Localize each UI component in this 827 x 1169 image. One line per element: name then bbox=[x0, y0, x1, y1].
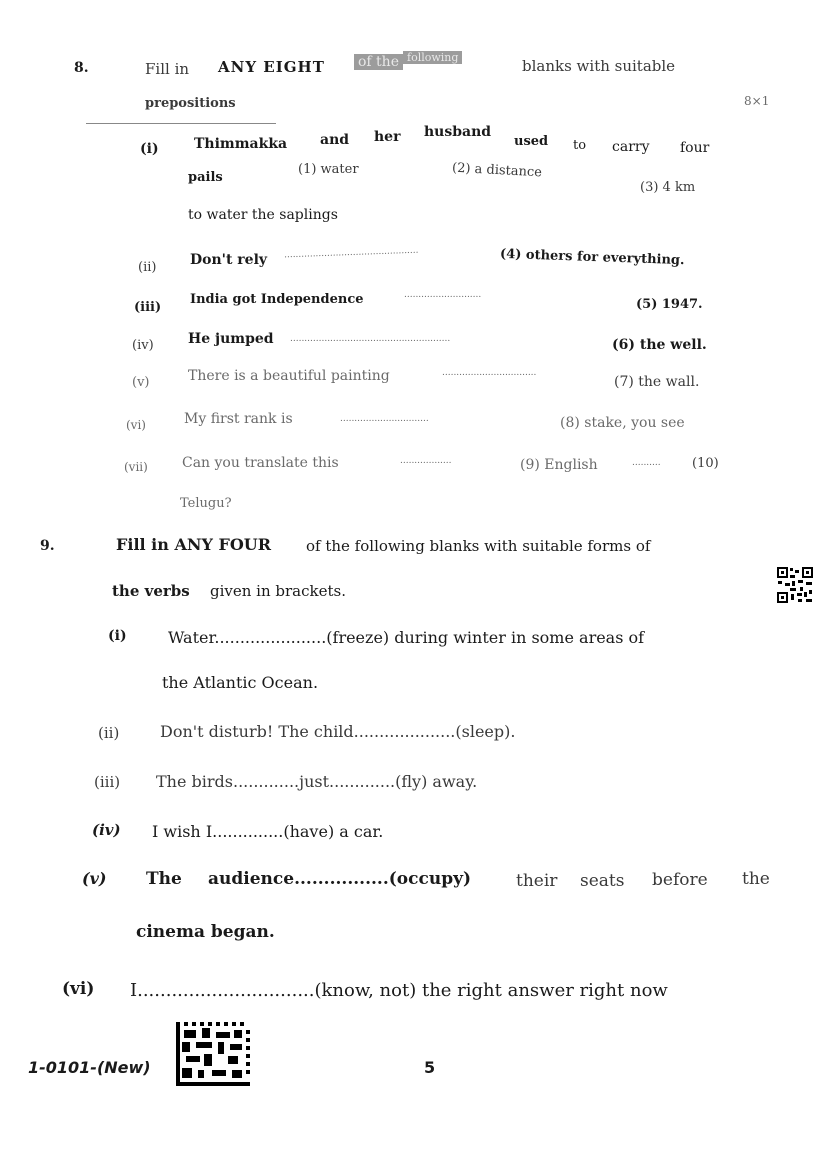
q8-item-i-word: four bbox=[680, 140, 710, 156]
q9-item-i-number: (i) bbox=[108, 628, 127, 644]
q8-of-the: of the bbox=[354, 54, 403, 70]
q8-item-iv-number: (iv) bbox=[132, 338, 154, 353]
q9-item-vi-text: I...............................(know, not) the right answer right now bbox=[130, 980, 668, 1001]
q8-item-v-number: (v) bbox=[132, 375, 150, 390]
q8-item-i-number: (i) bbox=[140, 141, 159, 157]
q8-item-iv-blank: ........................................................ bbox=[290, 334, 451, 344]
q9-item-v-word: the bbox=[742, 869, 770, 889]
q8-item-vi-blank: ............................... bbox=[340, 414, 429, 424]
q9-item-iii-number: (iii) bbox=[94, 773, 121, 791]
q8-item-iii-text: India got Independence bbox=[190, 292, 364, 307]
q8-item-vii-text: Can you translate this bbox=[182, 455, 339, 471]
q8-item-ii-blank: ............................................... bbox=[283, 245, 419, 261]
q9-item-v-number: (v) bbox=[82, 869, 107, 888]
footer-code: 1-0101-(New) bbox=[28, 1058, 151, 1077]
q9-instruction-d: given in brackets. bbox=[210, 582, 346, 600]
q8-item-vii-line2: Telugu? bbox=[180, 496, 232, 511]
q9-item-v-word: seats bbox=[580, 871, 625, 891]
q8-item-iii-number: (iii) bbox=[134, 300, 162, 315]
q8-item-i-line3: to water the saplings bbox=[188, 207, 338, 223]
divider bbox=[86, 123, 276, 124]
q8-item-iv-end: (6) the well. bbox=[612, 337, 707, 353]
q8-item-i-word: used bbox=[514, 134, 549, 149]
q9-number: 9. bbox=[40, 538, 55, 554]
page-number: 5 bbox=[424, 1058, 436, 1077]
q8-item-i-line2: (2) a distance bbox=[451, 160, 543, 181]
q8-item-i-line2: (1) water bbox=[298, 162, 359, 177]
q8-item-vii-blank2: .......... bbox=[632, 458, 661, 468]
q8-item-i-line2: (3) 4 km bbox=[640, 180, 696, 195]
q8-following: following bbox=[403, 51, 462, 64]
q8-item-iii-blank: ........................... bbox=[404, 290, 482, 300]
q8-item-ii-end: (4) others for everything. bbox=[499, 246, 685, 269]
q8-item-vii-number: (vii) bbox=[124, 460, 148, 474]
q9-item-ii-number: (ii) bbox=[98, 724, 120, 742]
q8-item-iii-end: (5) 1947. bbox=[636, 297, 703, 312]
q8-item-i-word: Thimmakka bbox=[194, 136, 288, 152]
q9-item-v-audience bbox=[208, 869, 471, 889]
q8-item-vi-number: (vi) bbox=[126, 418, 146, 432]
q9-item-v-word: audience................(occupy) bbox=[208, 869, 472, 889]
q9-item-iii-text: The birds.............just.............(fly) away. bbox=[156, 772, 478, 791]
q8-item-vii-blank: .................. bbox=[400, 456, 452, 466]
q8-number: 8. bbox=[74, 60, 89, 76]
q8-item-ii-text: Don't rely bbox=[190, 252, 268, 268]
datamatrix-code bbox=[176, 1022, 250, 1086]
q8-item-i-word: to bbox=[573, 138, 587, 153]
q9-instruction-a: Fill in ANY FOUR bbox=[116, 535, 272, 554]
q9-item-v-word: The bbox=[146, 869, 182, 889]
q8-item-v-end: (7) the wall. bbox=[614, 374, 700, 390]
q9-item-ii-text: Don't disturb! The child....................(sleep). bbox=[160, 722, 516, 741]
q9-item-i-line2: the Atlantic Ocean. bbox=[162, 673, 319, 692]
q8-item-vi-text: My first rank is bbox=[184, 411, 293, 427]
q8-instruction-line2: prepositions bbox=[145, 96, 236, 111]
q8-item-ii-number: (ii) bbox=[138, 260, 157, 275]
q9-item-vi-number: (vi) bbox=[62, 979, 95, 999]
q8-any-eight: ANY EIGHT bbox=[218, 58, 325, 76]
q8-instruction-rest: blanks with suitable bbox=[522, 57, 676, 75]
q8-marks: 8×1 bbox=[744, 94, 770, 108]
q8-item-iv-text: He jumped bbox=[188, 331, 274, 347]
q9-item-i-text: Water......................(freeze) during winter in some areas of bbox=[168, 628, 645, 647]
q9-item-v-word: before bbox=[652, 870, 708, 890]
q8-item-vi-end: (8) stake, you see bbox=[560, 415, 685, 431]
q9-instruction-b: of the following blanks with suitable forms of bbox=[306, 537, 651, 555]
q8-item-vii-mid: (9) English bbox=[520, 457, 598, 473]
q8-item-i-word: and bbox=[320, 132, 350, 148]
q9-item-iv-number: (iv) bbox=[92, 821, 121, 839]
q8-instruction-lead: Fill in bbox=[145, 60, 190, 78]
q9-item-iv-text: I wish I..............(have) a car. bbox=[152, 822, 384, 841]
q8-item-i-word: carry bbox=[612, 139, 650, 155]
q8-item-vii-end: (10) bbox=[692, 456, 719, 471]
q8-highlighted-text bbox=[354, 51, 462, 70]
q8-item-i-word: her bbox=[374, 129, 401, 145]
q9-instruction-c: the verbs bbox=[112, 582, 190, 600]
qr-code bbox=[776, 566, 814, 604]
q9-item-v-word: their bbox=[516, 871, 558, 891]
q8-item-v-blank: ................................. bbox=[442, 368, 537, 378]
q8-item-v-text: There is a beautiful painting bbox=[188, 368, 390, 384]
q8-item-i-line2: pails bbox=[188, 170, 223, 185]
q8-item-i-word: husband bbox=[424, 124, 492, 140]
q9-item-v-line2: cinema began. bbox=[136, 922, 275, 942]
